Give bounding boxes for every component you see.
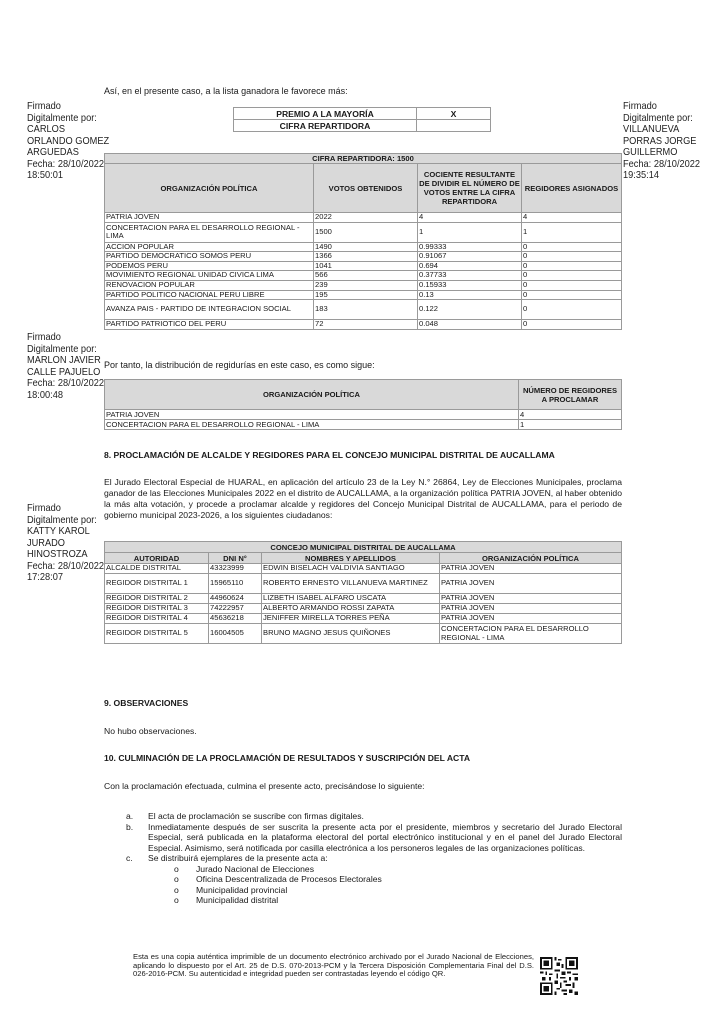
table-cell: 45636218 <box>209 614 262 624</box>
table-cell: 0 <box>522 271 622 281</box>
table-cell: 74222957 <box>209 604 262 614</box>
table-cell: 4 <box>522 213 622 223</box>
table-cell: AVANZA PAIS - PARTIDO DE INTEGRACION SOCIAL <box>105 300 314 320</box>
table-cell: PARTIDO PATRIOTICO DEL PERU <box>105 320 314 330</box>
list-item <box>126 853 622 864</box>
digital-signature <box>27 332 104 401</box>
table-cell: CONCERTACION PARA EL DESARROLLO REGIONAL - LIMA <box>105 222 314 242</box>
table-row <box>105 564 622 574</box>
method-mark <box>417 120 491 132</box>
method-row <box>234 120 491 132</box>
section-10-intro: Con la proclamación efectuada, culmina el presente acto, precisándose lo siguiente: <box>104 781 425 791</box>
table-title: CONCEJO MUNICIPAL DISTRITAL DE AUCALLAMA <box>105 542 622 553</box>
column-header: ORGANIZACIÓN POLÍTICA <box>440 553 622 564</box>
sub-list-item <box>126 864 622 875</box>
list-item <box>126 822 622 854</box>
table-cell: 0 <box>522 242 622 252</box>
table-cell: 44960624 <box>209 594 262 604</box>
list-marker: a. <box>126 811 134 821</box>
bullet-icon: o <box>174 884 179 895</box>
table-cell: 1 <box>522 222 622 242</box>
table-title: CIFRA REPARTIDORA: 1500 <box>105 154 622 164</box>
table-cell: CONCERTACION PARA EL DESARROLLO REGIONAL - LIMA <box>105 420 519 430</box>
cifra-repartidora-table <box>104 153 622 330</box>
cifra-table-body <box>105 213 622 330</box>
signature-label: Firmado <box>27 100 61 112</box>
intro-text: Así, en el presente caso, a la lista ganadora le favorece más: <box>104 86 348 96</box>
table-cell: 0 <box>522 290 622 300</box>
table-row <box>105 594 622 604</box>
distribution-table <box>104 379 622 430</box>
table-cell: PATRIA JOVEN <box>440 604 622 614</box>
table-cell: 1490 <box>314 242 418 252</box>
concejo-municipal-table <box>104 541 622 644</box>
list-item-text: Inmediatamente después de ser suscrita la presente acta por el presidente, miembros y secretario del Jurado Electoral Especial, será publicada en la plataforma electoral del portal electrónico institucional y en el panel del Jurado Electoral Especial. Asimismo, será notificada por casilla electrónica a los personeros legales de las organizaciones políticas. <box>148 821 622 853</box>
table-cell: 4 <box>519 410 622 420</box>
table-cell: REGIDOR DISTRITAL 2 <box>105 594 209 604</box>
table-cell: ROBERTO ERNESTO VILLANUEVA MARTINEZ <box>262 574 440 594</box>
column-header: VOTOS OBTENIDOS <box>314 164 418 213</box>
table-cell: REGIDOR DISTRITAL 5 <box>105 624 209 644</box>
sub-list-item <box>126 885 622 896</box>
method-row <box>234 108 491 120</box>
table-cell: 195 <box>314 290 418 300</box>
method-label: PREMIO A LA MAYORÍA <box>234 108 417 120</box>
table-row <box>105 300 622 320</box>
table-cell: PARTIDO POLITICO NACIONAL PERU LIBRE <box>105 290 314 300</box>
table-row <box>105 420 622 430</box>
signature-time: 19:35:14 <box>623 169 659 181</box>
table-row <box>105 320 622 330</box>
signer-name: VILLANUEVA <box>623 123 680 135</box>
table-cell: 16004505 <box>209 624 262 644</box>
column-header: AUTORIDAD <box>105 553 209 564</box>
table-row <box>105 624 622 644</box>
signer-name: MARLON JAVIER <box>27 354 101 366</box>
table-cell: 0.99333 <box>418 242 522 252</box>
signature-time: 18:00:48 <box>27 388 63 401</box>
signer-name: ARGUEDAS <box>27 146 79 158</box>
table-cell: ALCALDE DISTRITAL <box>105 564 209 574</box>
table-row <box>105 213 622 223</box>
sub-list-item-text: Oficina Descentralizada de Procesos Electorales <box>196 874 382 884</box>
signer-name: KATTY KAROL <box>27 525 90 537</box>
section-8-heading: 8. PROCLAMACIÓN DE ALCALDE Y REGIDORES PARA EL CONCEJO MUNICIPAL DISTRITAL DE AUCALLAMA <box>104 450 555 460</box>
table-cell: 0.91067 <box>418 252 522 262</box>
list-marker: b. <box>126 821 134 832</box>
table-cell: REGIDOR DISTRITAL 1 <box>105 574 209 594</box>
signer-name: HINOSTROZA <box>27 548 88 560</box>
table-row <box>105 614 622 624</box>
column-header: DNI N° <box>209 553 262 564</box>
signer-name: CALLE PAJUELO <box>27 365 101 378</box>
signature-label: Firmado <box>623 100 657 112</box>
table-cell: REGIDOR DISTRITAL 4 <box>105 614 209 624</box>
signer-name: CARLOS <box>27 123 66 135</box>
table-row <box>105 410 622 420</box>
signature-date: Fecha: 28/10/2022 <box>623 157 701 170</box>
table-cell: EDWIN BISELACH VALDIVIA SANTIAGO <box>262 564 440 574</box>
signature-label: Digitalmente por: <box>27 111 97 124</box>
sub-list-item <box>126 874 622 885</box>
table-row <box>105 290 622 300</box>
table-cell: 1 <box>418 222 522 242</box>
digital-signature <box>623 101 700 182</box>
table-cell: 0 <box>522 261 622 271</box>
signature-label: Firmado <box>27 502 61 514</box>
method-table <box>233 107 491 132</box>
table-row <box>105 222 622 242</box>
table-cell: 0.37733 <box>418 271 522 281</box>
signature-time: 17:28:07 <box>27 571 63 583</box>
table-cell: 1366 <box>314 252 418 262</box>
signer-name: ORLANDO GOMEZ <box>27 134 110 147</box>
table-cell: 0.048 <box>418 320 522 330</box>
table-cell: 1041 <box>314 261 418 271</box>
distribution-text: Por tanto, la distribución de regidurías en este caso, es como sigue: <box>104 360 375 370</box>
table-cell: 1 <box>519 420 622 430</box>
table-cell: 0 <box>522 320 622 330</box>
table-cell: 0.13 <box>418 290 522 300</box>
signer-name: JURADO <box>27 536 65 549</box>
table-cell: 15965110 <box>209 574 262 594</box>
section-9-heading: 9. OBSERVACIONES <box>104 698 189 708</box>
table-cell: PATRIA JOVEN <box>105 213 314 223</box>
table-cell: ACCION POPULAR <box>105 242 314 252</box>
table-row <box>105 252 622 262</box>
table-cell: 2022 <box>314 213 418 223</box>
bullet-icon: o <box>174 863 179 874</box>
column-header: ORGANIZACIÓN POLÍTICA <box>105 164 314 213</box>
table-cell: 0 <box>522 252 622 262</box>
column-header: NÚMERO DE REGIDORES A PROCLAMAR <box>519 380 622 410</box>
bullet-icon: o <box>174 895 179 905</box>
table-cell: 183 <box>314 300 418 320</box>
table-cell: 4 <box>418 213 522 223</box>
table-cell: PARTIDO DEMOCRATICO SOMOS PERU <box>105 252 314 262</box>
concejo-table-body <box>105 564 622 644</box>
table-cell: 1500 <box>314 222 418 242</box>
table-cell: LIZBETH ISABEL ALFARO USCATA <box>262 594 440 604</box>
sub-list-item-text: Jurado Nacional de Elecciones <box>196 863 314 874</box>
table-cell: BRUNO MAGNO JESUS QUIÑONES <box>262 624 440 644</box>
table-row <box>105 574 622 594</box>
column-header: REGIDORES ASIGNADOS <box>522 164 622 213</box>
table-cell: MOVIMIENTO REGIONAL UNIDAD CIVICA LIMA <box>105 271 314 281</box>
method-label: CIFRA REPARTIDORA <box>234 120 417 132</box>
table-cell: PATRIA JOVEN <box>440 564 622 574</box>
method-mark: X <box>417 108 491 120</box>
bullet-icon: o <box>174 874 179 884</box>
signature-label: Firmado <box>27 331 61 343</box>
list-item-text: Se distribuirá ejemplares de la presente acta a: <box>148 853 328 863</box>
signature-label: Digitalmente por: <box>623 111 693 124</box>
table-cell: PATRIA JOVEN <box>440 614 622 624</box>
list-marker: c. <box>126 853 133 863</box>
signature-time: 18:50:01 <box>27 169 63 181</box>
qr-code-icon[interactable] <box>540 955 578 997</box>
table-cell: PATRIA JOVEN <box>440 574 622 594</box>
column-header: COCIENTE RESULTANTE DE DIVIDIR EL NÚMERO DE VOTOS ENTRE LA CIFRA REPARTIDORA <box>418 164 522 213</box>
table-cell: 72 <box>314 320 418 330</box>
signature-label: Digitalmente por: <box>27 342 97 355</box>
section-10-heading: 10. CULMINACIÓN DE LA PROCLAMACIÓN DE RESULTADOS Y SUSCRIPCIÓN DEL ACTA <box>104 753 471 763</box>
table-cell: 43323999 <box>209 564 262 574</box>
conclusion-list <box>126 811 622 906</box>
table-row <box>105 604 622 614</box>
list-item <box>126 811 622 822</box>
sub-list-item-text: Municipalidad distrital <box>196 895 279 905</box>
column-header: NOMBRES Y APELLIDOS <box>262 553 440 564</box>
table-cell: PATRIA JOVEN <box>105 410 519 420</box>
table-cell: 0.122 <box>418 300 522 320</box>
table-cell: JENIFFER MIRELLA TORRES PEÑA <box>262 614 440 624</box>
sub-list-item <box>126 895 622 906</box>
table-cell: 0.694 <box>418 261 522 271</box>
signature-label: Digitalmente por: <box>27 513 97 526</box>
signature-date: Fecha: 28/10/2022 <box>27 377 105 389</box>
table-cell: RENOVACION POPULAR <box>105 280 314 290</box>
table-cell: 0 <box>522 280 622 290</box>
list-item-text: El acta de proclamación se suscribe con firmas digitales. <box>148 811 364 821</box>
table-cell: 0 <box>522 300 622 320</box>
digital-signature <box>27 503 104 584</box>
sub-list-item-text: Municipalidad provincial <box>196 884 288 895</box>
signature-date: Fecha: 28/10/2022 <box>27 559 105 572</box>
signer-name: GUILLERMO <box>623 146 678 158</box>
signer-name: PORRAS JORGE <box>623 134 697 147</box>
table-cell: 0.15933 <box>418 280 522 290</box>
table-cell: 566 <box>314 271 418 281</box>
table-cell: PODEMOS PERU <box>105 261 314 271</box>
table-cell: CONCERTACION PARA EL DESARROLLO REGIONAL - LIMA <box>440 624 622 644</box>
section-8-paragraph: El Jurado Electoral Especial de HUARAL, en aplicación del artículo 23 de la Ley N.° 26864, Ley de Elecciones Municipales, proclama ganador de las Elecciones Municipales 2022 en el distrito de AUCALLAMA, a la organización política PATRIA JOVEN, al haber obtenido la más alta votación, y procede a proclamar alcalde y regidores del Concejo Municipal Distrital de AUCALLAMA, para el periodo de gobierno municipal 2023-2026, a los siguientes ciudadanos: <box>104 477 622 520</box>
column-header: ORGANIZACIÓN POLÍTICA <box>105 380 519 410</box>
table-cell: ALBERTO ARMANDO ROSSI ZAPATA <box>262 604 440 614</box>
table-row <box>105 280 622 290</box>
digital-signature <box>27 101 109 182</box>
table-cell: REGIDOR DISTRITAL 3 <box>105 604 209 614</box>
section-9-text: No hubo observaciones. <box>104 726 197 736</box>
table-cell: 239 <box>314 280 418 290</box>
signature-date: Fecha: 28/10/2022 <box>27 157 105 170</box>
footer-disclaimer: Esta es una copia auténtica imprimible de un documento electrónico archivado por el Jurado Nacional de Elecciones, aplicando lo dispuesto por el Art. 25 de D.S. 070-2013-PCM y la Tercera Disposición Complementaria Final del D.S. 026-2016-PCM. Su autenticidad e integridad pueden ser contrastadas leyendo el código QR. <box>133 952 534 979</box>
table-cell: PATRIA JOVEN <box>440 594 622 604</box>
